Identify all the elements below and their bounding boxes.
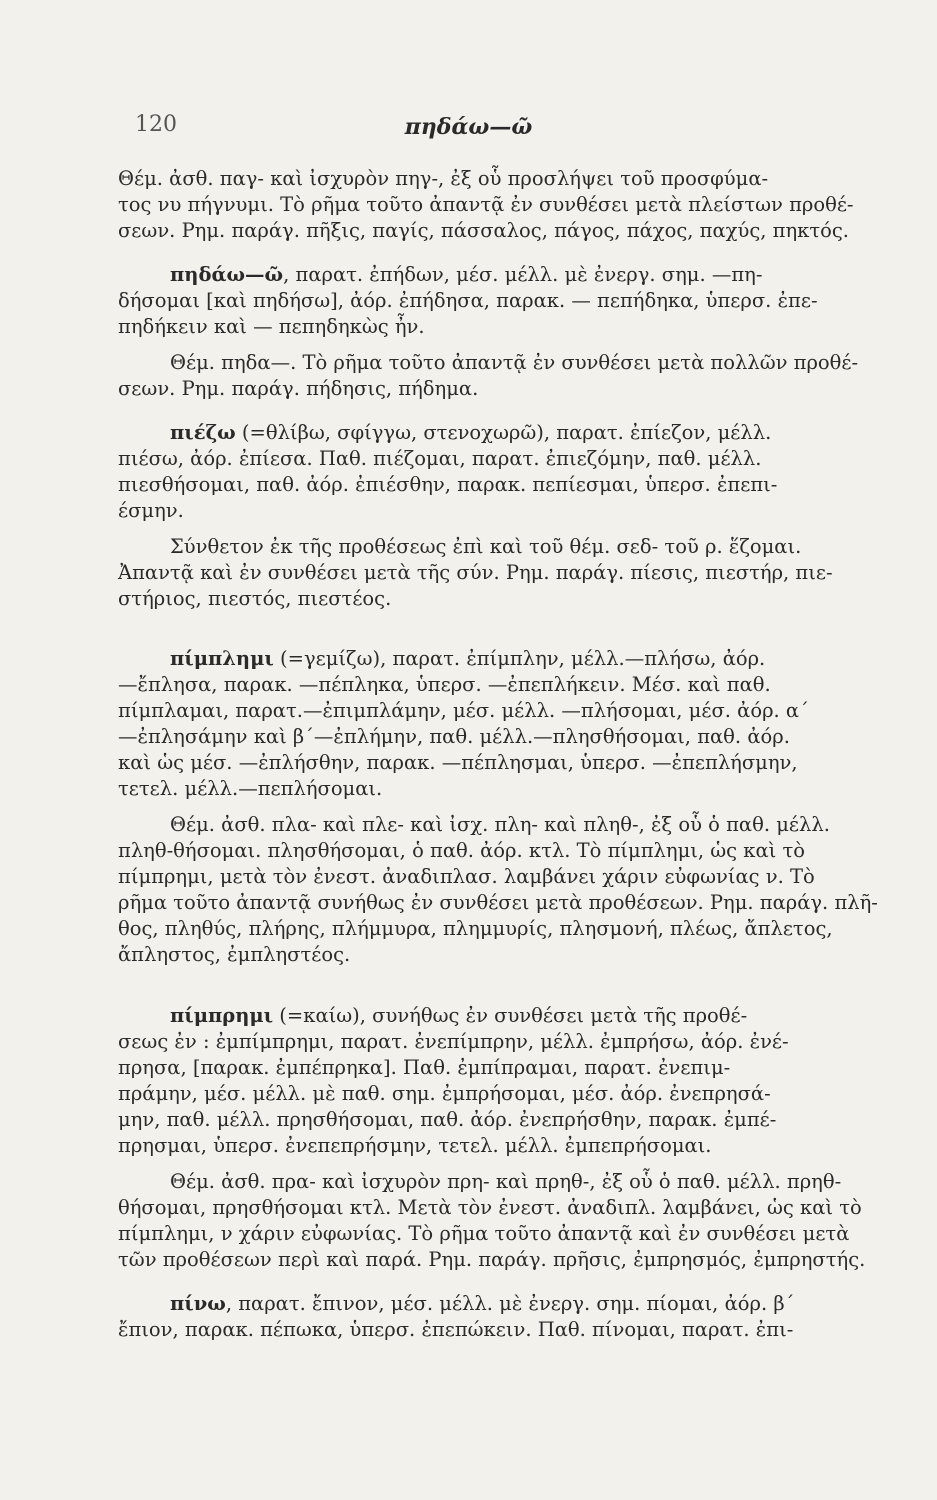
- text-line: σεων. Ρημ. παράγ. πῆξις, παγίς, πάσσαλος, πάγος, πάχος, παχύς, πηκτός.: [118, 219, 849, 242]
- text-line: μην, παθ. μέλλ. πρησθήσομαι, παθ. ἀόρ. ἐνεπρήσθην, παρακ. ἐμπέ-: [118, 1108, 777, 1131]
- text-line: Ἀπαντᾷ καὶ ἐν συνθέσει μετὰ τῆς σύν. Ρημ. παράγ. πίεσις, πιεστήρ, πιε-: [118, 561, 833, 584]
- text-line: πίμπρημι (=καίω), συνήθως ἐν συνθέσει μετὰ τῆς προθέ-: [170, 1004, 748, 1027]
- text-line: ρῆμα τοῦτο ἀπαντᾷ συνήθως ἐν συνθέσει μετὰ προθέσεων. Ρημ. παράγ. πλῆ-: [118, 891, 878, 914]
- text-line: θήσομαι, πρησθήσομαι κτλ. Μετὰ τὸν ἐνεστ. ἀναδιπλ. λαμβάνει, ὡς καὶ τὸ: [118, 1196, 862, 1219]
- text-line: σεως ἐν : ἐμπίμπρημι, παρατ. ἐνεπίμπρην, μέλλ. ἐμπρήσω, ἀόρ. ἐνέ-: [118, 1030, 789, 1053]
- text-line: ἄπληστος, ἐμπληστέος.: [118, 943, 351, 966]
- text-line: τετελ. μέλλ.—πεπλήσομαι.: [118, 777, 383, 800]
- text-line: —ἔπλησα, παρακ. —πέπληκα, ὑπερσ. —ἐπεπλήκειν. Μέσ. καὶ παθ.: [118, 673, 771, 696]
- headword: πίνω: [170, 1292, 226, 1315]
- text-line: Σύνθετον ἐκ τῆς προθέσεως ἐπὶ καὶ τοῦ θέμ. σεδ- τοῦ ρ. ἕζομαι.: [170, 535, 802, 558]
- text-line: καὶ ὡς μέσ. —ἐπλήσθην, παρακ. —πέπλησμαι, ὑπερσ. —ἐπεπλήσμην,: [118, 751, 798, 774]
- page-number: 120: [135, 112, 177, 137]
- running-title: πηδάω—ῶ: [404, 114, 533, 140]
- text-line: πίμπλαμαι, παρατ.—ἐπιμπλάμην, μέσ. μέλλ. —πλήσομαι, μέσ. ἀόρ. α΄: [118, 699, 809, 722]
- text-line: πίνω, παρατ. ἔπινον, μέσ. μέλλ. μὲ ἐνεργ. σημ. πίομαι, ἀόρ. β΄: [170, 1292, 795, 1315]
- text-line: πρησα, [παρακ. ἐμπέπρηκα]. Παθ. ἐμπίπραμαι, παρατ. ἐνεπιμ-: [118, 1056, 731, 1079]
- text-line: έσμην.: [118, 499, 184, 522]
- text-line: πηδάω—ῶ, παρατ. ἐπήδων, μέσ. μέλλ. μὲ ἐνεργ. σημ. —πη-: [170, 263, 763, 286]
- text-line: πιεσθήσομαι, παθ. ἀόρ. ἐπιέσθην, παρακ. πεπίεσμαι, ὑπερσ. ἐπεπι-: [118, 473, 778, 496]
- headword: πιέζω: [170, 421, 236, 444]
- text-line: πηδήκειν καὶ — πεπηδηκὼς ἦν.: [118, 315, 425, 338]
- text-line: σεων. Ρημ. παράγ. πήδησις, πήδημα.: [118, 377, 479, 400]
- headword: πίμπρημι: [170, 1004, 274, 1027]
- text-line: πρησμαι, ὑπερσ. ἐνεπεπρήσμην, τετελ. μέλλ. ἐμπεπρήσομαι.: [118, 1134, 712, 1157]
- text-line: πίμπρημι, μετὰ τὸν ἐνεστ. ἀναδιπλασ. λαμβάνει χάριν εὐφωνίας ν. Τὸ: [118, 865, 815, 888]
- page-header: [0, 112, 937, 152]
- text-line: πράμην, μέσ. μέλλ. μὲ παθ. σημ. ἐμπρήσομαι, μέσ. ἀόρ. ἐνεπρησά-: [118, 1082, 771, 1105]
- text-line: Θέμ. ἀσθ. πλα- καὶ πλε- καὶ ἰσχ. πλη- καὶ πληθ-, ἐξ οὗ ὁ παθ. μέλλ.: [170, 813, 830, 836]
- text-line: Θέμ. πηδα—. Τὸ ρῆμα τοῦτο ἀπαντᾷ ἐν συνθέσει μετὰ πολλῶν προθέ-: [170, 351, 859, 374]
- headword: πίμπλημι: [170, 647, 274, 670]
- text-line: ἔπιον, παρακ. πέπωκα, ὑπερσ. ἐπεπώκειν. Παθ. πίνομαι, παρατ. ἐπι-: [118, 1318, 794, 1341]
- text-line: πίμπλημι, ν χάριν εὐφωνίας. Τὸ ρῆμα τοῦτο ἀπαντᾷ καὶ ἐν συνθέσει μετὰ: [118, 1222, 850, 1245]
- text-line: —ἐπλησάμην καὶ β΄—ἐπλήμην, παθ. μέλλ.—πλησθήσομαι, παθ. ἀόρ.: [118, 725, 790, 748]
- text-line: πιέσω, ἀόρ. ἐπίεσα. Παθ. πιέζομαι, παρατ. ἐπιεζόμην, παθ. μέλλ.: [118, 447, 762, 470]
- text-line: θος, πληθύς, πλήρης, πλήμμυρα, πλημμυρίς, πλησμονή, πλέως, ἄπλετος,: [118, 917, 833, 940]
- text-line: πιέζω (=θλίβω, σφίγγω, στενοχωρῶ), παρατ. ἐπίεζον, μέλλ.: [170, 421, 772, 444]
- text-line: τῶν προθέσεων περὶ καὶ παρά. Ρημ. παράγ. πρῆσις, ἐμπρησμός, ἐμπρηστής.: [118, 1248, 866, 1271]
- text-line: Θέμ. ἀσθ. παγ- καὶ ἰσχυρὸν πηγ-, ἐξ οὗ προσλήψει τοῦ προσφύμα-: [118, 167, 769, 190]
- headword: πηδάω—ῶ: [170, 263, 284, 286]
- text-line: τος νυ πήγνυμι. Τὸ ρῆμα τοῦτο ἀπαντᾷ ἐν συνθέσει μετὰ πλείστων προθέ-: [118, 193, 854, 216]
- text-line: Θέμ. ἀσθ. πρα- καὶ ἰσχυρὸν πρη- καὶ πρηθ-, ἐξ οὗ ὁ παθ. μέλλ. πρηθ-: [170, 1170, 842, 1193]
- text-line: δήσομαι [καὶ πηδήσω], ἀόρ. ἐπήδησα, παρακ. — πεπήδηκα, ὑπερσ. ἐπε-: [118, 289, 818, 312]
- text-line: πληθ-θήσομαι. πλησθήσομαι, ὁ παθ. ἀόρ. κτλ. Τὸ πίμπλημι, ὡς καὶ τὸ: [118, 839, 806, 862]
- text-line: πίμπλημι (=γεμίζω), παρατ. ἐπίμπλην, μέλλ.—πλήσω, ἀόρ.: [170, 647, 766, 670]
- text-line: στήριος, πιεστός, πιεστέος.: [118, 587, 392, 610]
